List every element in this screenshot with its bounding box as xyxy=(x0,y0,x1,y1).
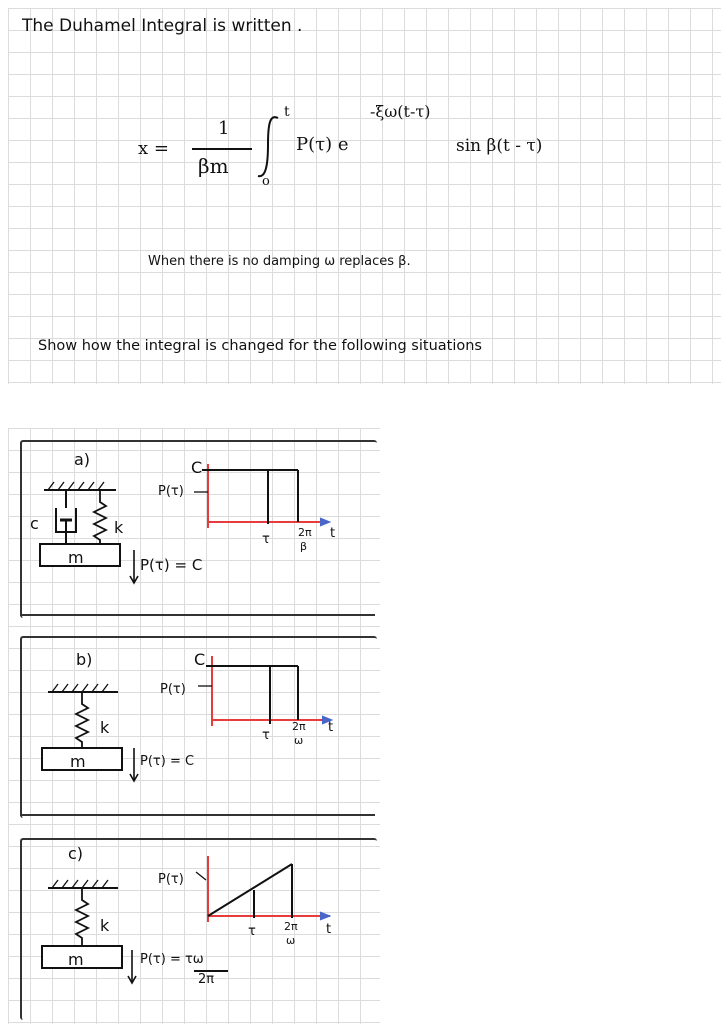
panel-c-tau-label: τ xyxy=(248,924,256,939)
panel-c-label: c) xyxy=(68,844,84,863)
panel-b-time-label: t xyxy=(328,720,334,735)
panel-a xyxy=(8,428,380,626)
panel-a-force-axis-label: P(τ) xyxy=(158,484,184,499)
panel-b-period-denominator: ω xyxy=(294,734,304,747)
panel-b-mass-label: m xyxy=(70,752,86,771)
exponent-term: -ξω(t-τ) xyxy=(370,102,431,121)
panel-a-label: a) xyxy=(74,450,91,469)
panel-b-force-axis-label: P(τ) xyxy=(160,682,186,697)
panel-a-damper-label: c xyxy=(30,514,39,533)
fraction-numerator: 1 xyxy=(218,118,230,139)
panel-b xyxy=(8,628,380,826)
panel-b-force-expr: P(τ) = C xyxy=(140,754,195,769)
panel-a-tau-label: τ xyxy=(262,532,270,547)
equation-lhs: x = xyxy=(138,138,169,159)
integrand-force: P(τ) e xyxy=(296,134,349,155)
heading-text: The Duhamel Integral is written . xyxy=(22,16,303,36)
panel-b-load-graph xyxy=(202,650,362,740)
integral-upper-limit: t xyxy=(284,104,290,120)
panel-a-force-expr: P(τ) = C xyxy=(140,556,203,574)
panel-b-label: b) xyxy=(76,650,93,669)
instruction-text: Show how the integral is changed for the following situations xyxy=(38,338,482,354)
integral-lower-limit: o xyxy=(262,174,270,189)
panel-a-bottom-rule xyxy=(20,614,375,616)
panel-a-period-denominator: β xyxy=(300,540,308,553)
panel-a-level-label: C xyxy=(191,458,203,477)
top-worksheet xyxy=(8,8,721,384)
panel-c-mass-label: m xyxy=(68,950,84,969)
bottom-worksheet xyxy=(8,428,380,1024)
panel-b-tau-label: τ xyxy=(262,728,270,743)
damping-note: When there is no damping ω replaces β. xyxy=(148,254,411,269)
panel-c-period-denominator: ω xyxy=(286,934,296,947)
panel-c-period-numerator: 2π xyxy=(284,920,298,933)
fraction-denominator: βm xyxy=(198,154,229,178)
panel-c-load-graph xyxy=(198,856,358,946)
sine-term: sin β(t - τ) xyxy=(456,136,543,156)
panel-c-time-label: t xyxy=(326,922,332,937)
panel-b-level-label: C xyxy=(194,650,206,669)
panel-a-spring-label: k xyxy=(114,518,124,537)
panel-c-force-expr: P(τ) = τω xyxy=(140,952,204,967)
panel-b-period-numerator: 2π xyxy=(292,720,306,733)
panel-b-bottom-rule xyxy=(20,814,375,816)
fraction-bar xyxy=(192,148,252,150)
panel-b-spring-label: k xyxy=(100,718,110,737)
panel-c-spring-label: k xyxy=(100,916,110,935)
panel-a-mass-label: m xyxy=(68,548,84,567)
panel-c-force-axis-label: P(τ) xyxy=(158,872,184,887)
panel-c-force-expr-denominator: 2π xyxy=(198,972,215,987)
panel-a-time-label: t xyxy=(330,526,336,541)
panel-c xyxy=(8,830,380,1024)
panel-a-period-numerator: 2π xyxy=(298,526,312,539)
